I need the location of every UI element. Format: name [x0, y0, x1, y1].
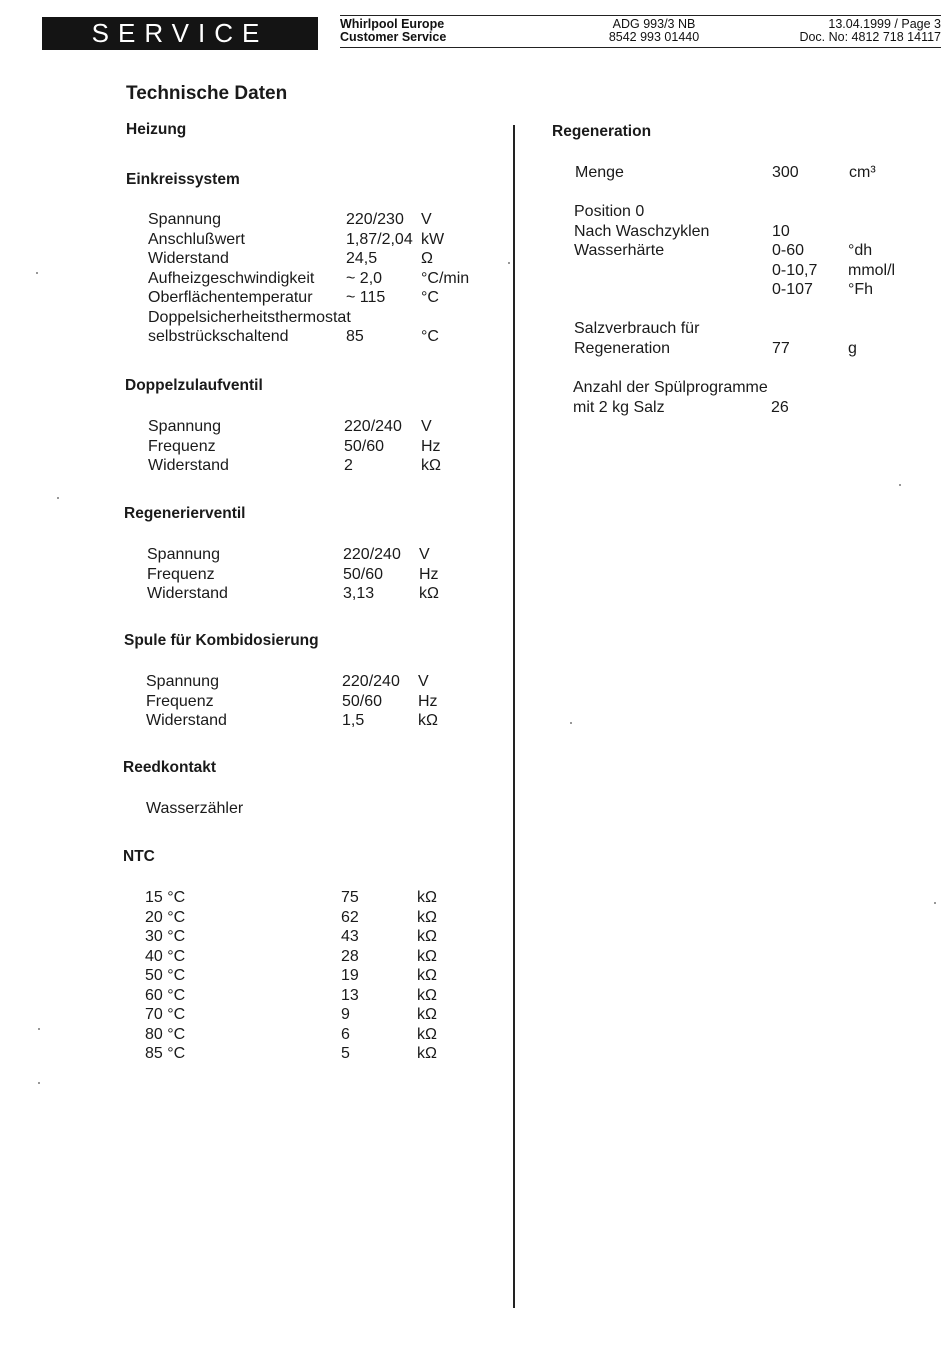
date-page: 13.04.1999 / Page 3 [828, 17, 941, 31]
spec-unit: Hz [418, 692, 438, 710]
spec-value: 62 [341, 908, 359, 926]
spec-label: Aufheizgeschwindigkeit [148, 269, 315, 287]
reed-item-wrap [146, 799, 243, 819]
scan-speck [508, 262, 510, 264]
spec-unit: kΩ [417, 889, 437, 906]
spec-label: 50 °C [145, 967, 186, 984]
scan-speck [38, 1028, 40, 1030]
spec-value: 2 [344, 457, 353, 474]
header-bottom-rule [340, 47, 941, 48]
spec-value: 75 [341, 889, 359, 906]
spec-value: 220/240 [342, 673, 400, 690]
header-date [799, 18, 941, 44]
spec-unit: mmol/l [848, 261, 896, 279]
spec-value: 50/60 [342, 692, 383, 710]
spec-unit: kΩ [417, 928, 437, 945]
spec-unit: V [419, 546, 430, 563]
spec-value: 10 [772, 222, 790, 240]
spec-label: Widerstand [148, 250, 229, 267]
spec-unit: V [418, 673, 429, 690]
heading-regeneration: Regeneration [552, 123, 652, 140]
spec-value: 220/230 [346, 211, 404, 228]
model-line-1: ADG 993/3 NB [612, 17, 696, 31]
spec-unit: kΩ [421, 457, 441, 474]
spec-value: 19 [341, 967, 359, 984]
scan-speck [570, 722, 572, 724]
scan-speck [38, 1082, 40, 1084]
scan-speck [899, 484, 901, 486]
spec-unit: kΩ [419, 585, 439, 602]
scan-speck [934, 902, 936, 904]
header-model [594, 18, 714, 44]
spec-label: Widerstand [148, 457, 229, 474]
spec-unit: V [421, 211, 432, 228]
spec-label: 20 °C [145, 908, 186, 926]
page-title: Technische Daten [126, 83, 288, 104]
column-divider [513, 125, 515, 1308]
spec-value: 0-60 [772, 242, 805, 259]
spec-label: Regeneration [574, 339, 671, 357]
spec-value: 1,5 [342, 712, 365, 729]
menge-unit: cm³ [849, 164, 876, 181]
spec-label: Spannung [148, 418, 221, 435]
spec-unit: kΩ [418, 712, 438, 729]
spec-label: Frequenz [148, 437, 216, 455]
spec-label: 80 °C [145, 1025, 186, 1043]
spec-unit: kΩ [417, 947, 437, 965]
heading-doppelzulaufventil: Doppelzulaufventil [125, 377, 263, 394]
spec-value: ~ 115 [346, 289, 386, 306]
header-company [340, 18, 446, 44]
spec-unit: kΩ [417, 986, 437, 1004]
spec-unit: kΩ [417, 908, 437, 926]
spec-value: 0-10,7 [772, 261, 818, 279]
spec-value: 5 [341, 1045, 350, 1062]
spec-label: Spannung [147, 546, 220, 563]
spec-value: 28 [341, 947, 359, 965]
spec-value: 6 [341, 1025, 350, 1043]
spec-label: Nach Waschzyklen [574, 222, 710, 240]
spec-label: 70 °C [145, 1006, 186, 1023]
spec-label: Widerstand [147, 585, 228, 602]
doc-number: Doc. No: 4812 718 14117 [799, 30, 941, 44]
spec-unit: kΩ [417, 1006, 437, 1023]
spec-label: Wasserhärte [574, 242, 665, 259]
spec-label: Oberflächentemperatur [148, 289, 313, 306]
spec-label: Position 0 [574, 203, 645, 220]
spec-value: 3,13 [343, 585, 375, 602]
spec-value: 43 [341, 928, 359, 945]
service-label: SERVICE [42, 17, 318, 50]
spec-label: Spannung [148, 211, 221, 228]
spec-label: Frequenz [147, 565, 215, 583]
spec-value: 26 [771, 398, 789, 416]
spec-unit: kW [421, 230, 445, 248]
heading-ntc: NTC [123, 848, 155, 865]
spec-label: Doppelsicherheitsthermostat [148, 308, 351, 326]
spec-unit: kΩ [417, 1045, 437, 1062]
spec-value: 50/60 [343, 565, 384, 583]
spec-value: 0-107 [772, 281, 813, 298]
spec-value: 85 [346, 328, 364, 345]
spec-value: 220/240 [343, 546, 401, 563]
spec-value: 13 [341, 986, 359, 1004]
spec-value: 50/60 [344, 437, 385, 455]
spec-unit: Ω [421, 250, 433, 267]
spec-label: Anzahl der Spülprogramme [573, 379, 768, 396]
spec-unit: Hz [421, 437, 441, 455]
spec-value: 77 [772, 339, 790, 357]
spec-label: Spannung [146, 673, 219, 690]
spec-unit: °Fh [848, 281, 874, 298]
spec-label: 85 °C [145, 1045, 186, 1062]
spec-label: mit 2 kg Salz [573, 398, 665, 416]
heading-heizung: Heizung [126, 121, 187, 138]
spec-unit: kΩ [417, 967, 437, 984]
spec-value: 1,87/2,04 [346, 230, 413, 248]
menge-label: Menge [575, 164, 624, 181]
spec-unit: kΩ [417, 1025, 437, 1043]
spec-label: 60 °C [145, 986, 186, 1004]
reed-item: Wasserzähler [146, 800, 244, 817]
spec-value: ~ 2,0 [346, 269, 383, 287]
heading-einkreissystem: Einkreissystem [126, 171, 240, 188]
spec-unit: °C [421, 289, 439, 306]
heading-reedkontakt: Reedkontakt [123, 759, 217, 776]
spec-value: 9 [341, 1006, 350, 1023]
spec-unit: °C [421, 328, 439, 345]
spec-label: 40 °C [145, 947, 186, 965]
spec-label: Salzverbrauch für [574, 320, 700, 337]
menge-value: 300 [772, 164, 799, 181]
spec-unit: °C/min [421, 269, 470, 287]
company-line-2: Customer Service [340, 30, 447, 44]
spec-label: Frequenz [146, 692, 214, 710]
spec-unit: °dh [848, 242, 873, 259]
scan-speck [57, 497, 59, 499]
scan-speck [36, 272, 38, 274]
spec-label: Anschlußwert [148, 230, 245, 248]
spec-label: Widerstand [146, 712, 227, 729]
company-line-1: Whirlpool Europe [340, 17, 445, 31]
model-line-2: 8542 993 01440 [608, 30, 700, 44]
spec-unit: V [421, 418, 432, 435]
spec-value: 24,5 [346, 250, 378, 267]
spec-unit: Hz [419, 565, 439, 583]
heading-spule: Spule für Kombidosierung [124, 632, 319, 649]
spec-unit: g [848, 339, 857, 357]
spec-label: 30 °C [145, 928, 186, 945]
header-top-rule [340, 15, 941, 16]
spec-value: 220/240 [344, 418, 402, 435]
spec-label: selbstrückschaltend [148, 328, 289, 345]
spec-label: 15 °C [145, 889, 186, 906]
heading-regenerierventil: Regenerierventil [124, 505, 246, 522]
